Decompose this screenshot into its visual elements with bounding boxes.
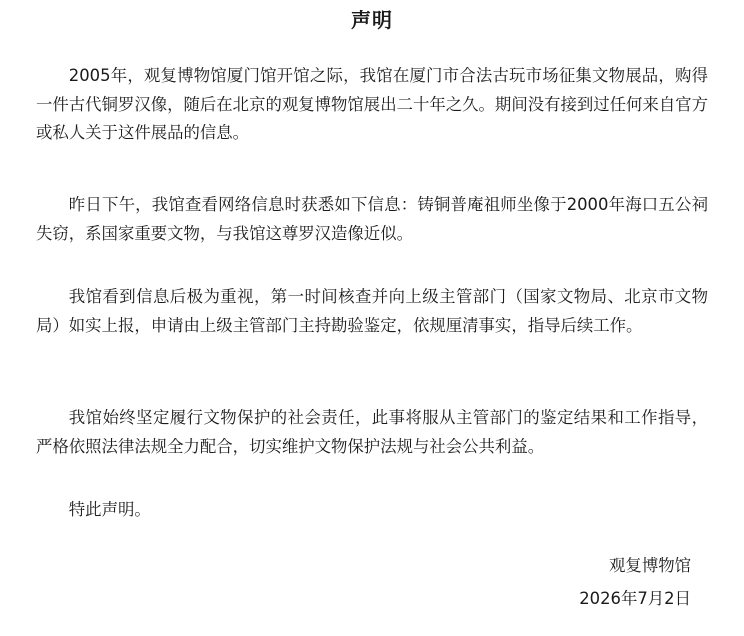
signature-date: 2026年7月2日 [579,589,691,608]
paragraph-2: 昨日下午，我馆查看网络信息时获悉如下信息：铸铜普庵祖师坐像于2000年海口五公祠失窃，系国家重要文物，与我馆这尊罗汉造像近似。 [36,195,708,243]
paragraph-1: 2005年，观复博物馆厦门馆开馆之际，我馆在厦门市合法古玩市场征集文物展品，购得一件古代铜罗汉像，随后在北京的观复博物馆展出二十年之久。期间没有接到过任何来自官方或私人关于这件展品的信息。 [36,66,709,142]
paragraph-4: 我馆始终坚定履行文物保护的社会责任，此事将服从主管部门的鉴定结果和工作指导，严格依照法律法规全力配合，切实维护文物保护法规与社会公共利益。 [36,408,708,456]
signature-organization: 观复博物馆 [609,556,691,575]
document-title: 声明 [351,8,393,32]
paragraph-closing: 特此声明。 [68,500,151,519]
paragraph-3: 我馆看到信息后极为重视，第一时间核查并向上级主管部门（国家文物局、北京市文物局）如实上报，申请由上级主管部门主持勘验鉴定，依规厘清事实，指导后续工作。 [36,287,708,335]
